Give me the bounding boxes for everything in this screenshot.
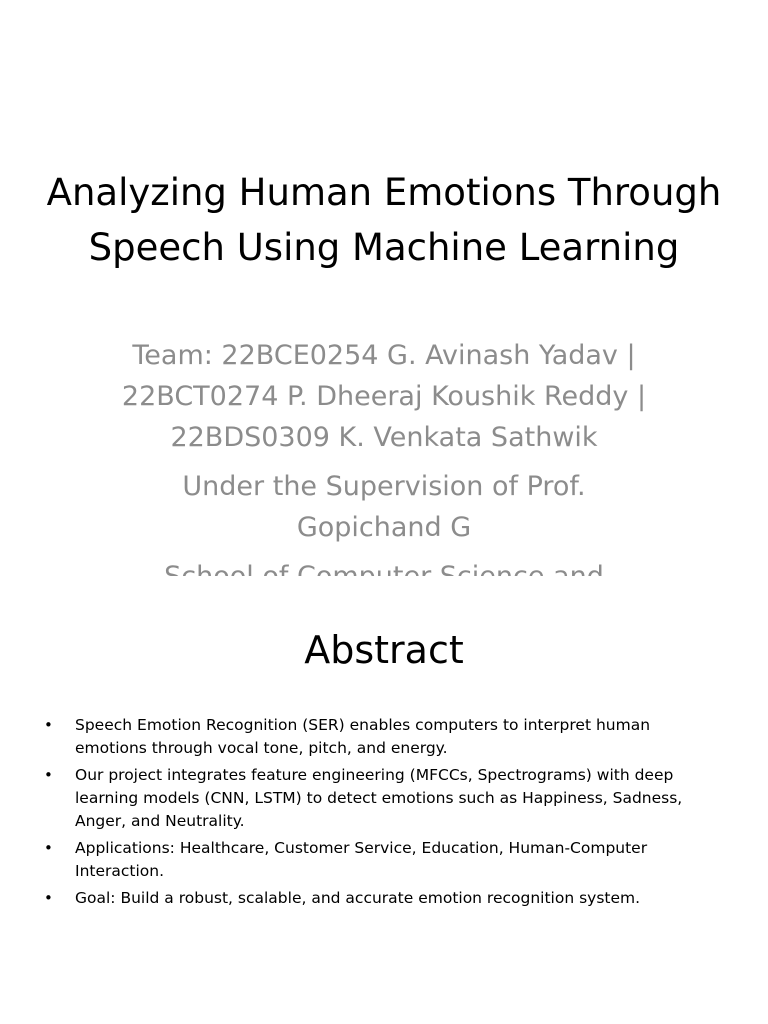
list-item bbox=[44, 714, 688, 760]
supervisor-line: Under the Supervision of Prof. Gopichand G bbox=[182, 471, 586, 543]
abstract-slide bbox=[0, 576, 768, 1024]
bullet-text: Our project integrates feature engineering (MFCCs, Spectrograms) with deep learning models (CNN, LSTM) to detect emotions such as Happiness, Sadness, Anger, and Neutrality. bbox=[75, 766, 683, 830]
presentation-title: Analyzing Human Emotions Through Speech Using Machine Learning bbox=[46, 171, 722, 269]
team-members: Team: 22BCE0254 G. Avinash Yadav | 22BCT0274 P. Dheeraj Koushik Reddy | 22BDS0309 K. Venkata Sathwik bbox=[121, 340, 647, 453]
bullet-icon: • bbox=[44, 766, 53, 784]
bullet-icon: • bbox=[44, 716, 53, 734]
list-item bbox=[44, 837, 688, 883]
bullet-icon: • bbox=[44, 839, 53, 857]
bullet-text: Speech Emotion Recognition (SER) enables computers to interpret human emotions through vocal tone, pitch, and energy. bbox=[75, 716, 651, 757]
list-item bbox=[44, 887, 688, 910]
list-item bbox=[44, 764, 688, 833]
subtitle-block bbox=[110, 335, 658, 605]
bullet-text: Applications: Healthcare, Customer Service, Education, Human-Computer Interaction. bbox=[75, 839, 648, 880]
abstract-bullet-list bbox=[44, 714, 688, 914]
abstract-heading: Abstract bbox=[304, 628, 464, 672]
bullet-icon: • bbox=[44, 889, 53, 907]
bullet-text: Goal: Build a robust, scalable, and accurate emotion recognition system. bbox=[75, 889, 641, 907]
